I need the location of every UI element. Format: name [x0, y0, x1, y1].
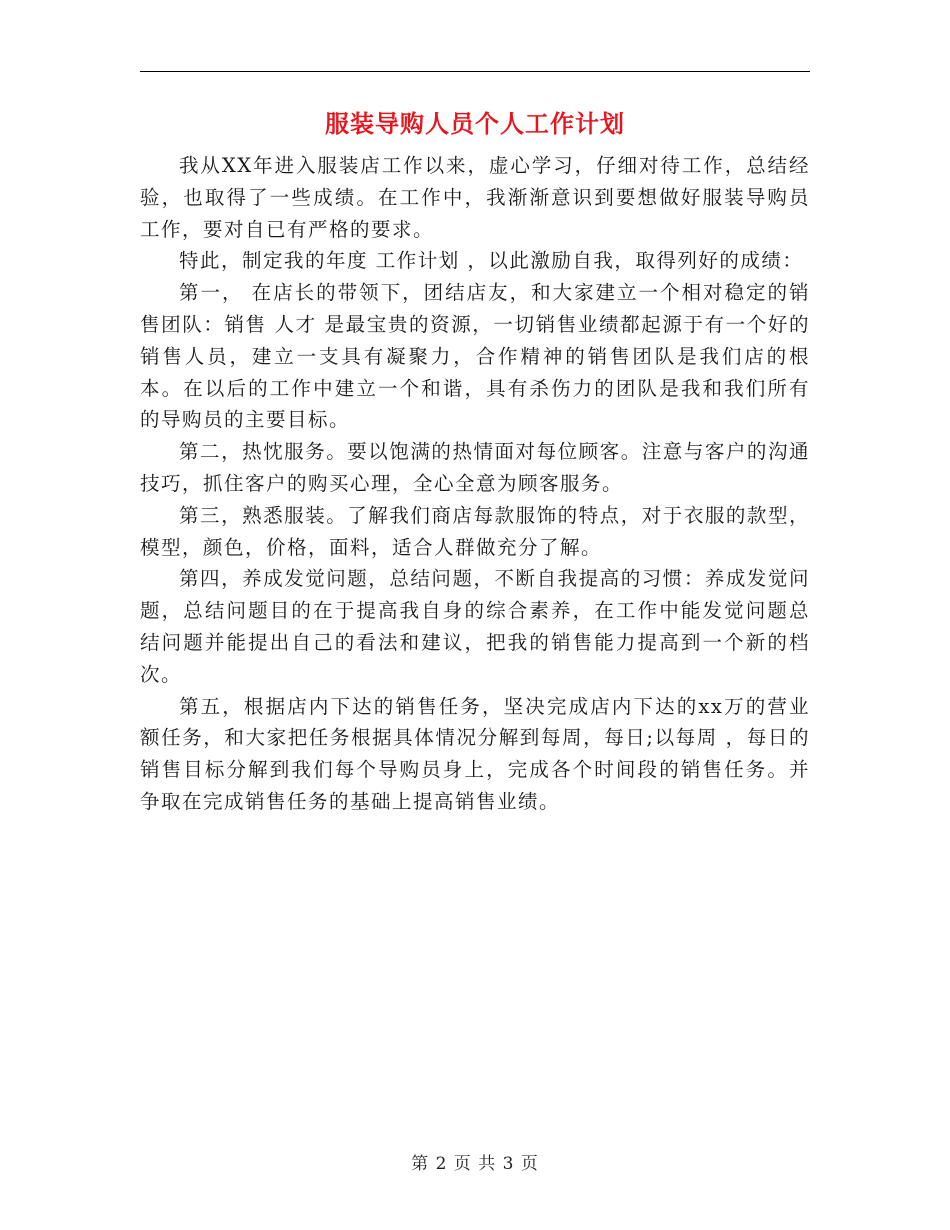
- document-body: [140, 150, 810, 818]
- paragraph-point-2: 第二，热忱服务。要以饱满的热情面对每位顾客。注意与客户的沟通技巧，抓住客户的购买心理，全心全意为顾客服务。: [140, 440, 810, 495]
- document-title: 服装导购人员个人工作计划: [325, 109, 625, 138]
- paragraph-point-1: 第一， 在店长的带领下，团结店友，和大家建立一个相对稳定的销售团队：销售 人才 是最宝贵的资源，一切销售业绩都起源于有一个好的销售人员，建立一支具有凝聚力，合作精神的销售团队是我们店的根本。在以后的工作中建立一个和谐，具有杀伤力的团队是我和我们所有的导购员的主要目标。: [140, 281, 810, 432]
- page-footer: [140, 1152, 810, 1176]
- page-number-label: 第 2 页 共 3 页: [411, 1154, 539, 1174]
- paragraph-purpose: 特此，制定我的年度 工作计划 ，以此激励自我，取得列好的成绩：: [179, 249, 804, 273]
- paragraph-point-4: 第四，养成发觉问题，总结问题，不断自我提高的习惯：养成发觉问题，总结问题目的在于提高我自身的综合素养，在工作中能发觉问题总结问题并能提出自己的看法和建议，把我的销售能力提高到一个新的档次。: [140, 567, 810, 686]
- header-rule: [140, 71, 810, 72]
- paragraph-point-3: 第三，熟悉服装。了解我们商店每款服饰的特点，对于衣服的款型，模型，颜色，价格，面料，适合人群做充分了解。: [140, 503, 810, 559]
- paragraph-point-5: 第五，根据店内下达的销售任务，坚决完成店内下达的xx万的营业额任务，和大家把任务根据具体情况分解到每周，每日;以每周 ，每日的销售目标分解到我们每个导购员身上，完成各个时间段的销售任务。并争取在完成销售任务的基础上提高销售业绩。: [140, 694, 810, 813]
- paragraph-intro: 我从XX年进入服装店工作以来，虚心学习，仔细对待工作，总结经验，也取得了一些成绩。在工作中，我渐渐意识到要想做好服装导购员工作，要对自已有严格的要求。: [140, 154, 810, 241]
